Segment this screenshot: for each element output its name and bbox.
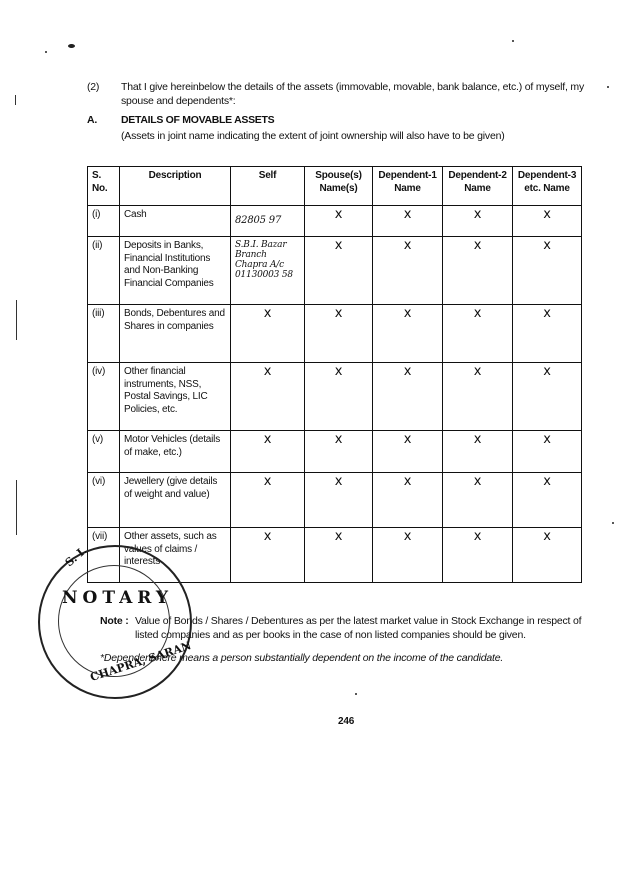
row-sno: (ii) — [88, 237, 120, 305]
row-description: Deposits in Banks, Financial Institutions and Non-Banking Financial Companies — [120, 237, 231, 305]
seal-top-text: S. I. — [62, 543, 90, 570]
row-self: S.B.I. Bazar Branch Chapra A/c 01130003 58 — [231, 237, 305, 305]
row-self: 82805 97 — [231, 206, 305, 237]
section-title: DETAILS OF MOVABLE ASSETS — [121, 114, 275, 126]
header-sno: S. No. — [88, 167, 120, 206]
row-description: Jewellery (give details of weight and value) — [120, 473, 231, 528]
note-text: Value of Bonds / Shares / Debentures as per the latest market value in Stock Exchange in respect of listed companies and as per books in the case of non listed companies should be given. — [135, 615, 582, 641]
item-text: That I give hereinbelow the details of the assets (immovable, movable, bank balance, etc.) of myself, my spouse and dependents*: — [121, 81, 585, 107]
row-dependent-3: x — [513, 431, 582, 473]
header-description: Description — [120, 167, 231, 206]
row-dependent-1: x — [373, 528, 443, 583]
row-sno: (vii) — [88, 528, 120, 583]
page-number: 246 — [338, 716, 355, 727]
movable-assets-table — [87, 166, 582, 583]
row-dependent-1: x — [373, 363, 443, 431]
table-row — [88, 431, 582, 473]
row-spouse: x — [305, 473, 373, 528]
row-dependent-2: x — [443, 305, 513, 363]
header-spouse: Spouse(s) Name(s) — [305, 167, 373, 206]
row-spouse: x — [305, 206, 373, 237]
row-self: x — [231, 528, 305, 583]
row-sno: (v) — [88, 431, 120, 473]
table-row — [88, 473, 582, 528]
row-dependent-3: x — [513, 305, 582, 363]
row-self: x — [231, 431, 305, 473]
row-spouse: x — [305, 528, 373, 583]
table-row — [88, 363, 582, 431]
row-self: x — [231, 363, 305, 431]
row-dependent-3: x — [513, 473, 582, 528]
row-sno: (i) — [88, 206, 120, 237]
table-row — [88, 206, 582, 237]
item-number: (2) — [87, 81, 100, 93]
row-dependent-1: x — [373, 431, 443, 473]
seal-bottom-text: CHAPRA, SARAN — [88, 639, 193, 684]
row-sno: (vi) — [88, 473, 120, 528]
row-dependent-2: x — [443, 528, 513, 583]
margin-mark — [15, 95, 16, 105]
margin-mark — [16, 480, 17, 535]
margin-mark — [16, 300, 17, 340]
row-sno: (iv) — [88, 363, 120, 431]
row-self: x — [231, 305, 305, 363]
row-description: Cash — [120, 206, 231, 237]
row-dependent-2: x — [443, 431, 513, 473]
row-spouse: x — [305, 305, 373, 363]
row-dependent-2: x — [443, 237, 513, 305]
row-dependent-1: x — [373, 206, 443, 237]
table-header-row — [88, 167, 582, 206]
row-description: Other financial instruments, NSS, Postal Savings, LIC Policies, etc. — [120, 363, 231, 431]
row-dependent-1: x — [373, 305, 443, 363]
dependent-footnote: *Dependent here means a person substantially dependent on the income of the candidate. — [100, 652, 504, 664]
row-description: Bonds, Debentures and Shares in companies — [120, 305, 231, 363]
table-row — [88, 237, 582, 305]
row-dependent-2: x — [443, 363, 513, 431]
row-dependent-3: x — [513, 363, 582, 431]
row-dependent-3: x — [513, 206, 582, 237]
row-sno: (iii) — [88, 305, 120, 363]
row-description: Other assets, such as values of claims / interests — [120, 528, 231, 583]
row-dependent-1: x — [373, 237, 443, 305]
seal-word: NOTARY — [62, 588, 173, 608]
row-spouse: x — [305, 237, 373, 305]
row-dependent-3: x — [513, 237, 582, 305]
row-dependent-1: x — [373, 473, 443, 528]
row-dependent-2: x — [443, 473, 513, 528]
row-description: Motor Vehicles (details of make, etc.) — [120, 431, 231, 473]
header-self: Self — [231, 167, 305, 206]
table-row — [88, 305, 582, 363]
section-letter: A. — [87, 114, 98, 126]
header-dependent-3: Dependent-3 etc. Name — [513, 167, 582, 206]
header-dependent-1: Dependent-1 Name — [373, 167, 443, 206]
section-note: (Assets in joint name indicating the extent of joint ownership will also have to be given) — [121, 130, 505, 142]
header-dependent-2: Dependent-2 Name — [443, 167, 513, 206]
row-self: x — [231, 473, 305, 528]
row-spouse: x — [305, 363, 373, 431]
row-spouse: x — [305, 431, 373, 473]
note-label: Note : — [100, 615, 129, 627]
row-dependent-3: x — [513, 528, 582, 583]
row-dependent-2: x — [443, 206, 513, 237]
